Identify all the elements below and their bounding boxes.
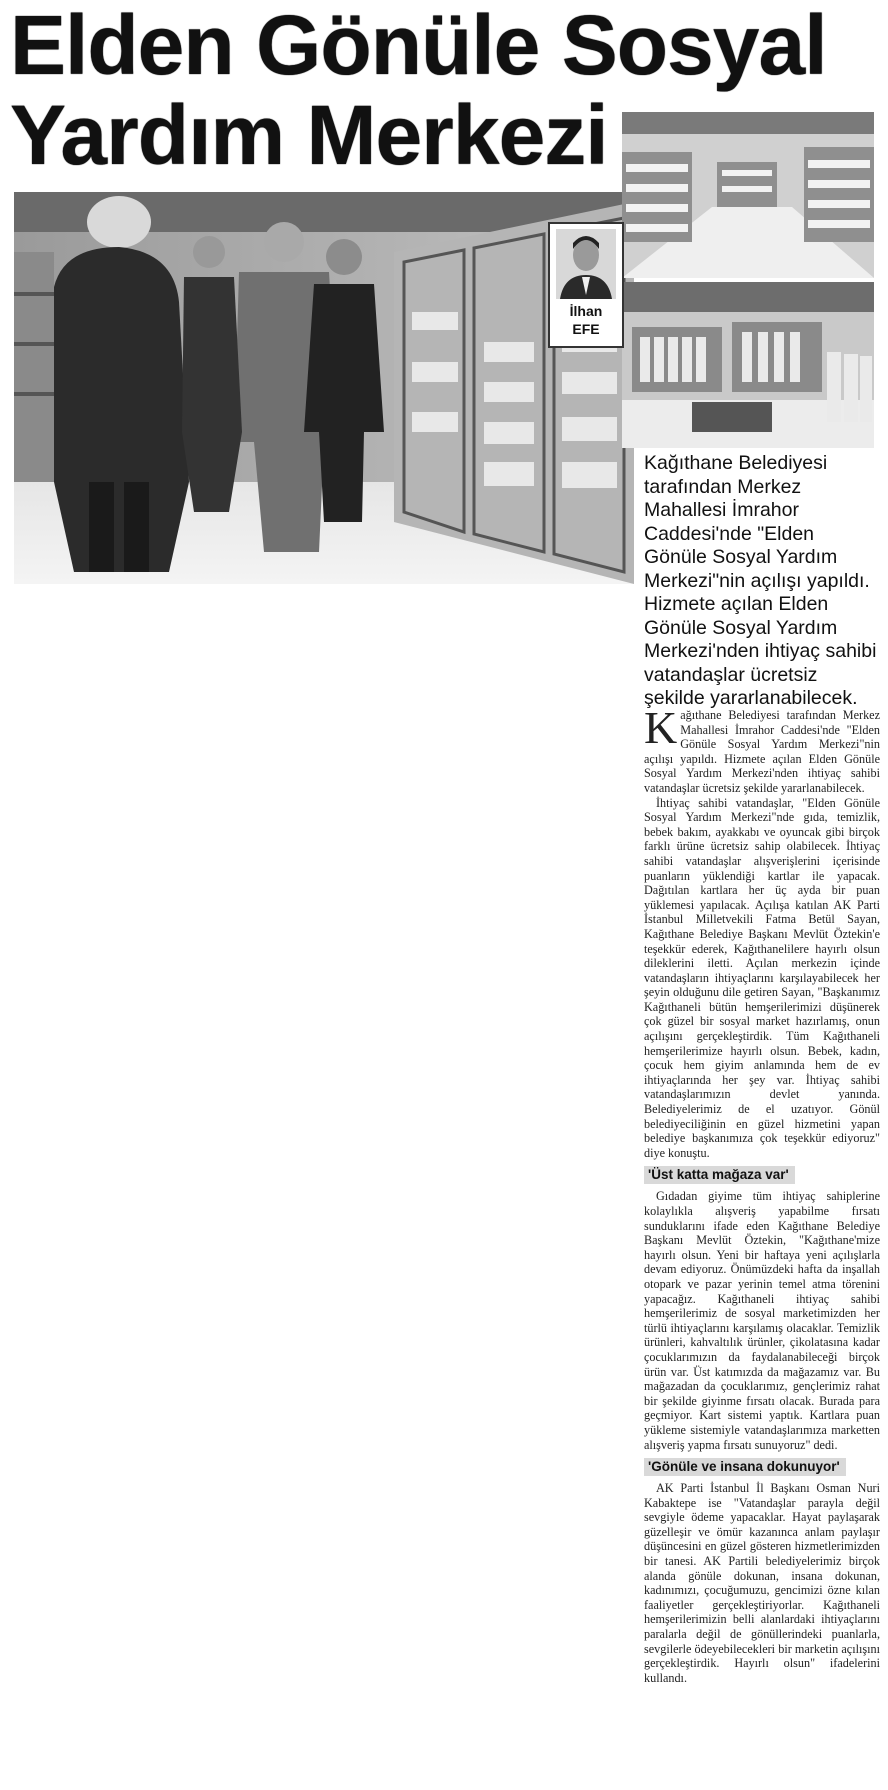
author-last-name: EFE — [572, 321, 600, 337]
author-box — [548, 222, 624, 348]
clothing-store-illustration — [622, 282, 874, 448]
opening-ceremony-illustration — [14, 192, 634, 584]
lead-paragraph: Kağıthane Belediyesi tarafından Merkez Mahallesi İmrahor Caddesi'nde "Elden Gönüle Sosyal Yardım Merkezi"nin açılışı yapıldı. Hizmete açılan Elden Gönüle Sosyal Yardım Merkezi'nden ihtiyaç sahibi vatandaşlar ücretsiz şekilde yararlanabilecek. — [644, 452, 877, 709]
drop-cap: K — [644, 702, 678, 753]
author-photo — [556, 229, 616, 299]
body-paragraph-1 — [644, 702, 880, 796]
opening-ceremony-photo — [14, 192, 634, 584]
subheading-1: 'Üst katta mağaza var' — [644, 1166, 795, 1184]
author-name — [550, 302, 622, 338]
body-paragraph-2: İhtiyaç sahibi vatandaşlar, "Elden Gönüle Sosyal Yardım Merkezi"nde gıda, temizlik, bebek bakım, ayakkabı ve oyuncak gibi birçok farklı ürüne ücretsiz sahip olabilecek. İhtiyaç sahibi vatandaşlar alışverişlerini içerisinde puanların yüklendiği kartlar ile yapacak. Dağıtılan kartlara her üç ayda bir puan yüklemesi yapılacak. Açılışa katılan AK Parti İstanbul Milletvekili Fatma Betül Sayan, Kağıthane Belediye Başkanı Mevlüt Öztekin'e teşekkür ederek, Kağıthanelilere hayırlı olsun dileklerini iletti. Açılan merkezin içinde vatandaşların ihtiyaçlarını karşılayabilecek her şeyin olduğunu dile getiren Sayan, "Başkanımız Kağıthaneli bütün hemşerilerimizi düşünerek çok güzel bir sosyal market hazırlamış, onun açılışını gerçekleştirdik. Tüm Kağıthaneli hemşerilerimize hayırlı olsun. Bebek, kadın, çocuk hem giyim anlamında hem de ev ihtiyaçlarında her şey var. İhtiyaç sahibi vatandaşlarımızın devlet yanında. Belediyelerimiz de el uzatıyor. Gönül belediyeciliğinin en güzel hizmetini yapan belediye başkanımıza çok teşekkür ediyoruz" diye konuştu. — [644, 795, 880, 1160]
author-portrait-illustration — [556, 229, 616, 299]
headline — [10, 0, 878, 180]
author-first-name: İlhan — [569, 303, 603, 319]
body-paragraph-1-text: ağıthane Belediyesi tarafından Merkez Mahallesi İmrahor Caddesi'nde "Elden Gönüle Sosyal Yardım Merkezi"nin açılışı yapıldı. Hizmete açılan Elden Gönüle Sosyal Yardım Merkezi'nden ihtiyaç sahibi vatandaşlar ücretsiz şekilde yararlanabilecek. — [644, 708, 880, 795]
body-paragraph-4: AK Parti İstanbul İl Başkanı Osman Nuri Kabaktepe ise "Vatandaşlar parayla değil sevgiyle ödeme yapacaklar. Hayat paylaşarak güzelleşir ve ömür kazanınca anlam paylaşır düşüncesini en güzel gösteren hizmetlerimizden bir tanesi. AK Partili belediyelerimiz birçok alanda gönüle dokunan, insana dokunan, kadınımızı, çocuğumuzu, gencimizi özne kılan faaliyetler gerçekleştiriyorlar. Kağıthaneli hemşerilerimizin belli alanlardaki ihtiyaçlarını paralarla değil de gönüllerindeki puanlarla, sevgilerle ödeyebilecekleri bir marketin açılışını gerçekleştirdik. Hayırlı olsun" ifadelerini kullandı. — [644, 1481, 880, 1685]
body-paragraph-3: Gıdadan giyime tüm ihtiyaç sahiplerine kolaylıkla alışveriş yapabilme fırsatı sunduklarını ifade eden Kağıthane Belediye Başkanı Mevlüt Öztekin, "Kağıthane'mize hayırlı olsun. Yeni bir haftaya yeni açılışlarla devam ediyoruz. Önümüzdeki hafta da inşallah otopark ve pazar yerinin temel atma törenini yapacağız. Kağıthaneli ihtiyaç sahibi hemşerilerimiz de sosyal marketimizden her türlü ihtiyaçlarını karşılamış olacaklar. Temizlik ürünleri, kahvaltılık ürünler, çikolatasına kadar çocuklarımızın da faydalanabileceği birçok ürün var. Üst katımızda da mağazamız var. Bu mağazadan da çocuklarımız, gençlerimiz rahat bir şekilde giyinme fırsatı olacak. Burada para geçmiyor. Kart sistemi yaptık. Kartlara puan yükleme sistemiyle vatandaşlarımıza marketten alışveriş yapma fırsatı sunuyoruz" dedi. — [644, 1189, 880, 1452]
article-body — [644, 702, 880, 1685]
subheading-2: 'Gönüle ve insana dokunuyor' — [644, 1458, 846, 1476]
clothing-store-photo — [622, 282, 874, 448]
headline-line-1: Elden Gönüle Sosyal — [10, 0, 827, 92]
headline-line-2: Yardım Merkezi — [10, 88, 608, 182]
